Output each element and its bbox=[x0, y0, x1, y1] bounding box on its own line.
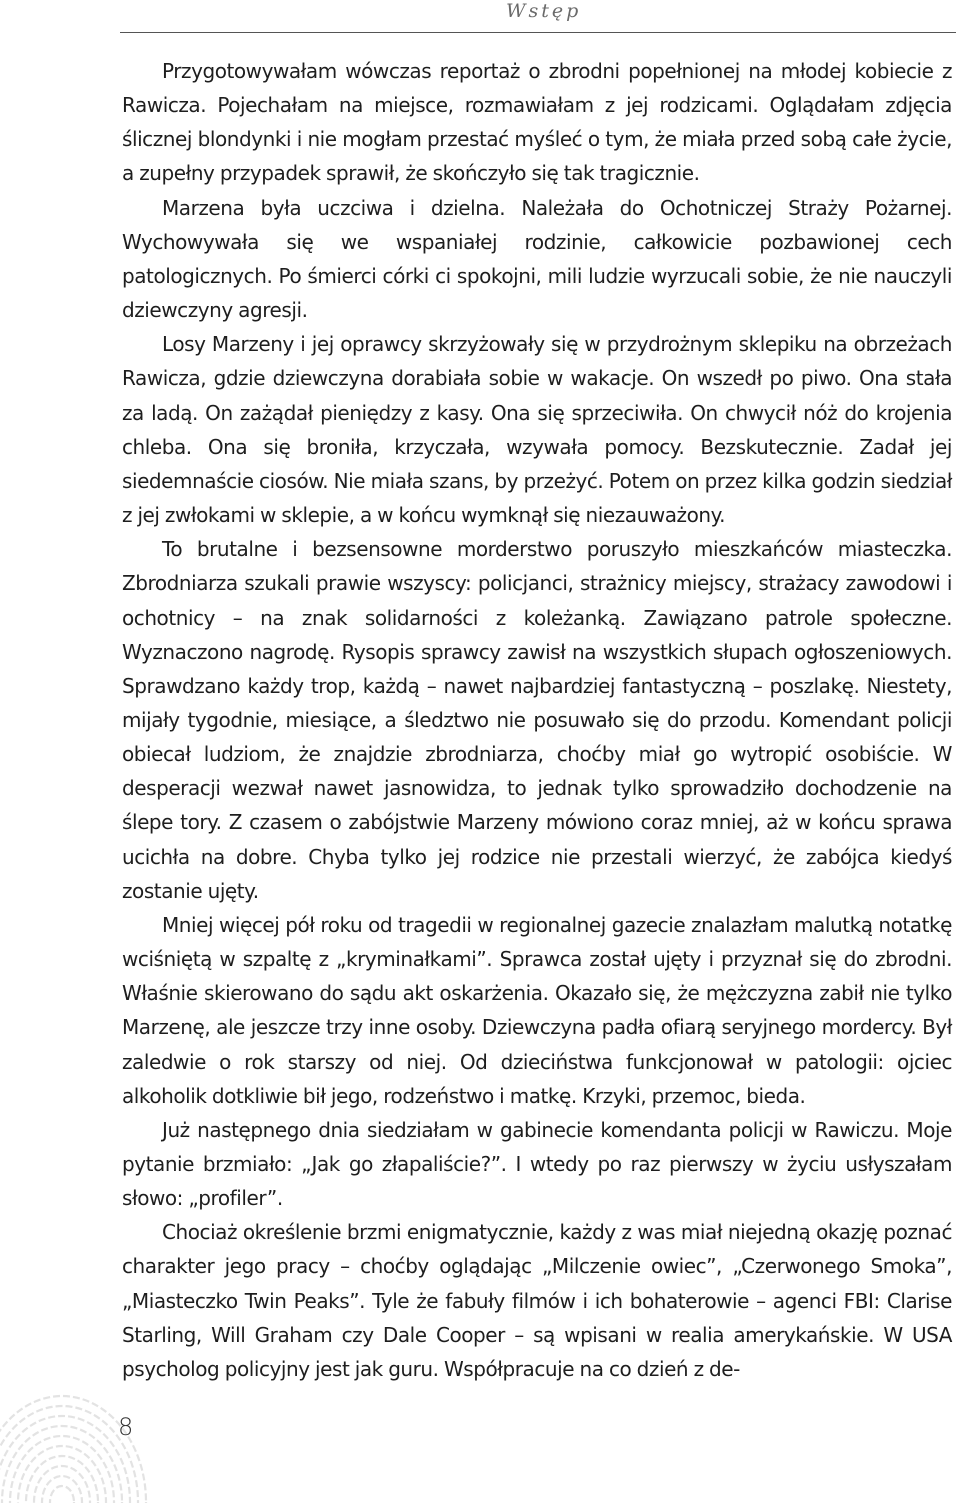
paragraph-3: Losy Marzeny i jej oprawcy skrzyżowały się w przydrożnym sklepiku na obrzeżach Rawicza, gdzie dziewczyna dorabiała sobie w wakacje. On wszedł po piwo. Ona stała za ladą. On zażądał pieniędzy z kasy. Ona się sprzeciwiła. On chwycił nóż do krojenia chleba. Ona się broniła, krzyczała, wzywała pomocy. Bezskutecznie. Zadał jej siedemnaście ciosów. Nie miała szans, by przeżyć. Potem on przez kilka godzin siedział z jej zwłokami w sklepie, a w końcu wymknął się niezauważony. bbox=[122, 332, 952, 528]
paragraph-7: Chociaż określenie brzmi enigmatycznie, każdy z was miał niejedną okazję poznać charakter jego pracy – choćby oglądając „Milczenie owiec”, „Czerwonego Smoka”, „Miasteczko Twin Peaks”. Tyle że fabuły filmów i ich bohaterowie – agenci FBI: Clarise Starling, Will Graham czy Dale Cooper – są wpisani w realia amerykańskie. W USA psycholog policyjny jest jak guru. Współpracuje na co dzień z de- bbox=[122, 1220, 952, 1381]
fingerprint-decoration-icon bbox=[0, 1390, 200, 1503]
paragraph-5: Mniej więcej pół roku od tragedii w regionalnej gazecie znalazłam malutką notatkę wciśniętą w szpaltę z „kryminałkami”. Sprawca został ujęty i przyznał się do zbrodni. Właśnie skierowano do sądu akt oskarżenia. Okazało się, że mężczyzna zabił nie tylko Marzenę, ale jeszcze trzy inne osoby. Dziewczyna padła ofiarą seryjnego mordercy. Był zaledwie o rok starszy od niej. Od dzieciństwa funkcjonował w patologii: ojciec alkoholik dotkliwie bił jego, rodzeństwo i matkę. Krzyki, przemoc, bieda. bbox=[122, 912, 952, 1108]
paragraph-4: To brutalne i bezsensowne morderstwo poruszyło mieszkańców miasteczka. Zbrodniarza szukali prawie wszyscy: policjanci, strażnicy miejscy, strażacy zawodowi i ochotnicy – na znak solidarności z koleżanką. Zawiązano patrole społeczne. Wyznaczono nagrodę. Rysopis sprawcy zawisł na wszystkich słupach ogłoszeniowych. Sprawdzano każdy trop, każdą – nawet najbardziej fantastyczną – poszlakę. Niestety, mijały tygodnie, miesiące, a śledztwo nie posuwało się do przodu. Komendant policji obiecał ludziom, że znajdzie zbrodniarza, choćby miał go wytropić osobiście. W desperacji wezwał nawet jasnowidza, to jednak tylko sprowadziło dochodzenie na ślepe tory. Z czasem o zabójstwie Marzeny mówiono coraz mniej, aż w końcu sprawa ucichła na dobre. Chyba tylko jej rodzice nie przestali wierzyć, że zabójca kiedyś zostanie ujęty. bbox=[122, 537, 952, 903]
chapter-body bbox=[122, 54, 952, 1386]
paragraph-6: Już następnego dnia siedziałam w gabinecie komendanta policji w Rawiczu. Moje pytanie brzmiało: „Jak go złapaliście?”. I wtedy po raz pierwszy w życiu usłyszałam słowo: „profiler”. bbox=[122, 1117, 952, 1211]
paragraph-1: Przygotowywałam wówczas reportaż o zbrodni popełnionej na młodej kobiecie z Rawicza. Pojechałam na miejsce, rozmawiałam z jej rodzicami. Oglądałam zdjęcia ślicznej blondynki i nie mogłam przestać myśleć o tym, że miała przed sobą całe życie, a zupełny przypadek sprawił, że skończyło się tak tragicznie. bbox=[122, 59, 952, 186]
paragraph-2: Marzena była uczciwa i dzielna. Należała do Ochotniczej Straży Pożarnej. Wychowywała się we wspaniałej rodzinie, całkowicie pozbawionej cech patologicznych. Po śmierci córki ci spokojni, mili ludzie wyrzucali sobie, że nie nauczyli dziewczyny agresji. bbox=[122, 195, 952, 323]
page-number: 8 bbox=[118, 1413, 134, 1441]
header-rule bbox=[120, 32, 956, 33]
running-head-title: Wstęp bbox=[506, 0, 582, 22]
